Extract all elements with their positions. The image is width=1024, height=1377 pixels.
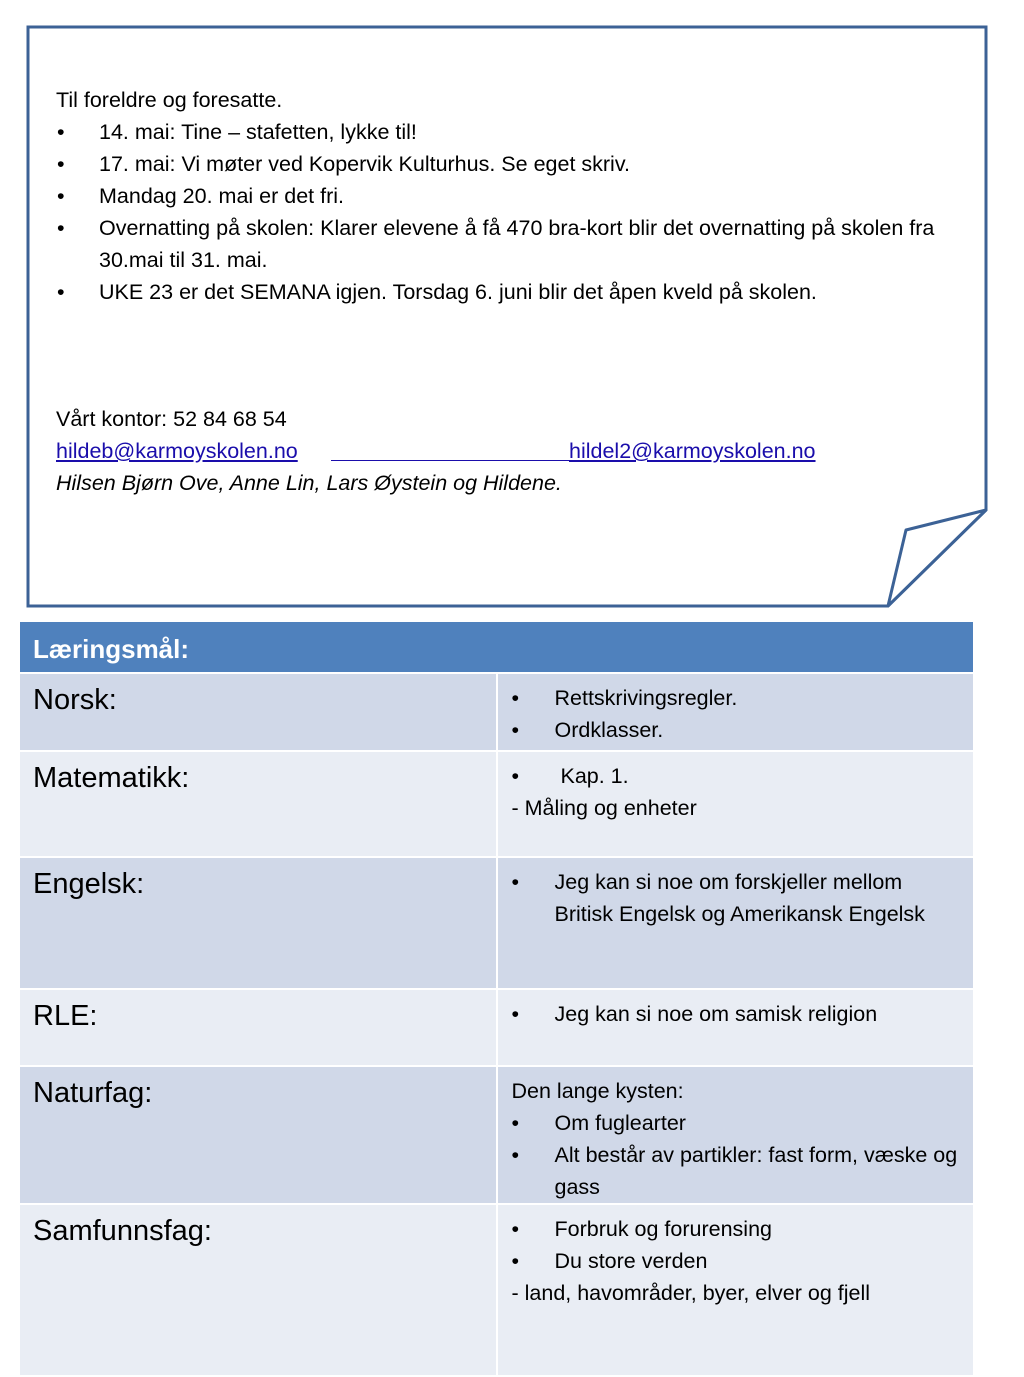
subject-matematikk: Matematikk: (19, 751, 497, 857)
goal-item: • Rettskrivingsregler. (512, 682, 964, 714)
table-row (19, 1066, 974, 1204)
notice-item: • Mandag 20. mai er det fri. (56, 180, 966, 212)
learning-goals-header: Læringsmål: (19, 621, 974, 673)
goal-item: • Du store verden (512, 1245, 964, 1277)
goal-item: • Jeg kan si noe om forskjeller mellom Britisk Engelsk og Amerikansk Engelsk (512, 866, 964, 930)
notice-greeting: Til foreldre og foresatte. (56, 88, 283, 112)
goals-samfunnsfag (497, 1204, 975, 1376)
goals-naturfag (497, 1066, 975, 1204)
subject-engelsk: Engelsk: (19, 857, 497, 989)
goal-line: - land, havområder, byer, elver og fjell (511, 1281, 871, 1305)
subject-norsk: Norsk: (19, 673, 497, 751)
goal-item: • Forbruk og forurensing (512, 1213, 964, 1245)
goal-line: Den lange kysten: (511, 1079, 684, 1103)
email-line (56, 435, 966, 467)
notice-item: • UKE 23 er det SEMANA igjen. Torsdag 6. juni blir det åpen kveld på skolen. (56, 276, 966, 308)
table-row (19, 857, 974, 989)
table-row (19, 673, 974, 751)
goal-item: • Kap. 1. (512, 760, 964, 792)
subject-naturfag: Naturfag: (19, 1066, 497, 1204)
goal-item: • Om fuglearter (512, 1107, 964, 1139)
table-row (19, 751, 974, 857)
email-link-hildel2[interactable]: hildel2@karmoyskolen.no (569, 439, 816, 463)
parent-notice (56, 84, 966, 499)
notice-item: • 17. mai: Vi møter ved Kopervik Kulturhus. Se eget skriv. (56, 148, 966, 180)
office-phone: Vårt kontor: 52 84 68 54 (56, 407, 287, 431)
goal-item: • Alt består av partikler: fast form, væske og gass (512, 1139, 964, 1203)
goal-item: • Ordklasser. (512, 714, 964, 746)
notice-item: • 14. mai: Tine – stafetten, lykke til! (56, 116, 966, 148)
learning-goals-table (18, 620, 975, 1377)
notice-item: • Overnatting på skolen: Klarer elevene å få 470 bra-kort blir det overnatting på skolen fra 30.mai til 31. mai. (56, 212, 966, 276)
subject-rle: RLE: (19, 989, 497, 1066)
goals-engelsk (497, 857, 975, 989)
goal-item: • Jeg kan si noe om samisk religion (512, 998, 964, 1030)
goals-matematikk (497, 751, 975, 857)
table-row (19, 1204, 974, 1376)
goals-norsk (497, 673, 975, 751)
email-link-hildeb[interactable]: hildeb@karmoyskolen.no (56, 439, 298, 463)
goals-rle (497, 989, 975, 1066)
signature: Hilsen Bjørn Ove, Anne Lin, Lars Øystein og Hildene. (56, 471, 562, 495)
notice-list (56, 116, 966, 308)
subject-samfunnsfag: Samfunnsfag: (19, 1204, 497, 1376)
goal-line: - Måling og enheter (511, 796, 697, 820)
table-row (19, 989, 974, 1066)
